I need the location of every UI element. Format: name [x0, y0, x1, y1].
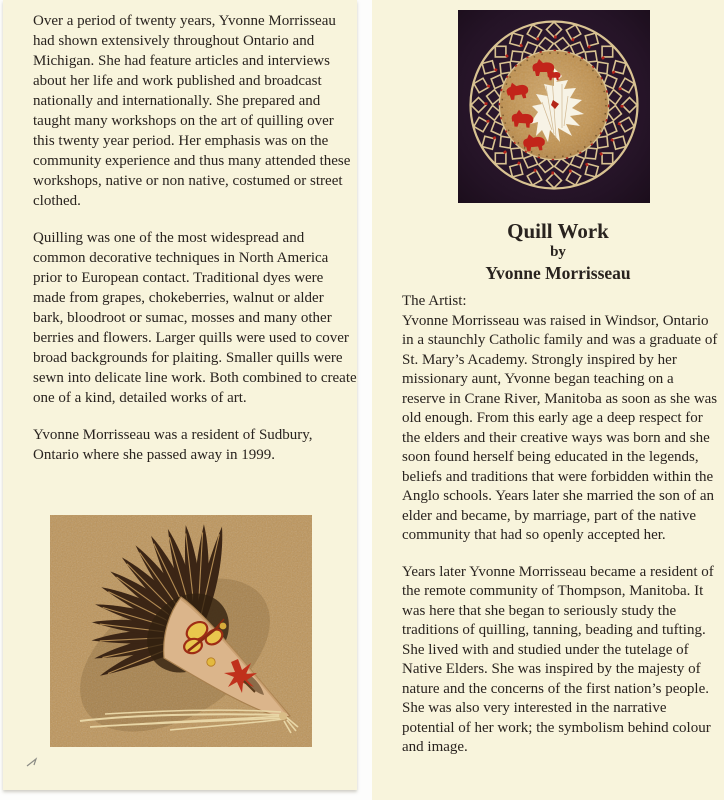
left-text-column [33, 11, 357, 482]
author-name: Yvonne Morrisseau [485, 263, 631, 283]
byline: by [550, 244, 566, 260]
pen-mark [25, 757, 41, 769]
feather-fan-photo [50, 515, 312, 747]
paragraph-residence: Yvonne Morrisseau was a resident of Sudbury, Ontario where she passed away in 1999. [33, 427, 313, 463]
brochure-right-page [372, 0, 724, 800]
brochure-left-page [3, 0, 357, 790]
paragraph-artist-bio: Yvonne Morrisseau was raised in Windsor, Ontario in a staunchly Catholic family and was a graduate of St. Mary’s Academy. Strongly inspired by her missionary aunt, Yvonne began teaching on a reserve in Crane River, Manitoba as soon as she was old enough. From this early age a deep respect for the elders and their creative ways was born and she soon found herself being educated in the legends, beliefs and traditions that were forbidden within the Anglo schools. Years later she married the son of an elder and became, by marriage, part of the native community that had so openly accepted her. [402, 312, 718, 543]
page-title: Quill Work [507, 219, 609, 243]
quillwork-medallion-photo [458, 10, 650, 203]
cover-title-block [399, 219, 717, 284]
paragraph-quilling-history: Quilling was one of the most widespread and common decorative techniques in North America prior to European contact. Traditional dyes were made from grapes, chokeberries, walnut or alder bark, bloodroot or sumac, mosses and many other berries and flowers. Larger quills were used to cover broad backgrounds for plaiting. Smaller quills were sewn into delicate line work. Both combined to create one of a kind, detailed works of art. [33, 230, 357, 406]
right-text-column [402, 292, 720, 775]
paragraph-career: Over a period of twenty years, Yvonne Morrisseau had shown extensively throughout Ontario and Michigan. She had feature articles and interviews about her life and work published and broadcast nationally and internationally. She prepared and taught many workshops on the art of quilling over this twenty year period. Her emphasis was on the community experience and thus many attended these workshops, native or non native, costumed or street clothed. [33, 13, 351, 209]
paragraph-thompson: Years later Yvonne Morrisseau became a resident of the remote community of Thompson, Manitoba. It was here that she began to seriously study the traditions of quilling, tanning, beading and tufting. She lived with and studied under the tutelage of Native Elders. She was inspired by the majesty of nature and the concerns of the first nation’s people. She was also very interested in the narrative potential of her work; the symbolism behind colour and image. [402, 563, 714, 755]
artist-heading: The Artist: [402, 293, 467, 309]
